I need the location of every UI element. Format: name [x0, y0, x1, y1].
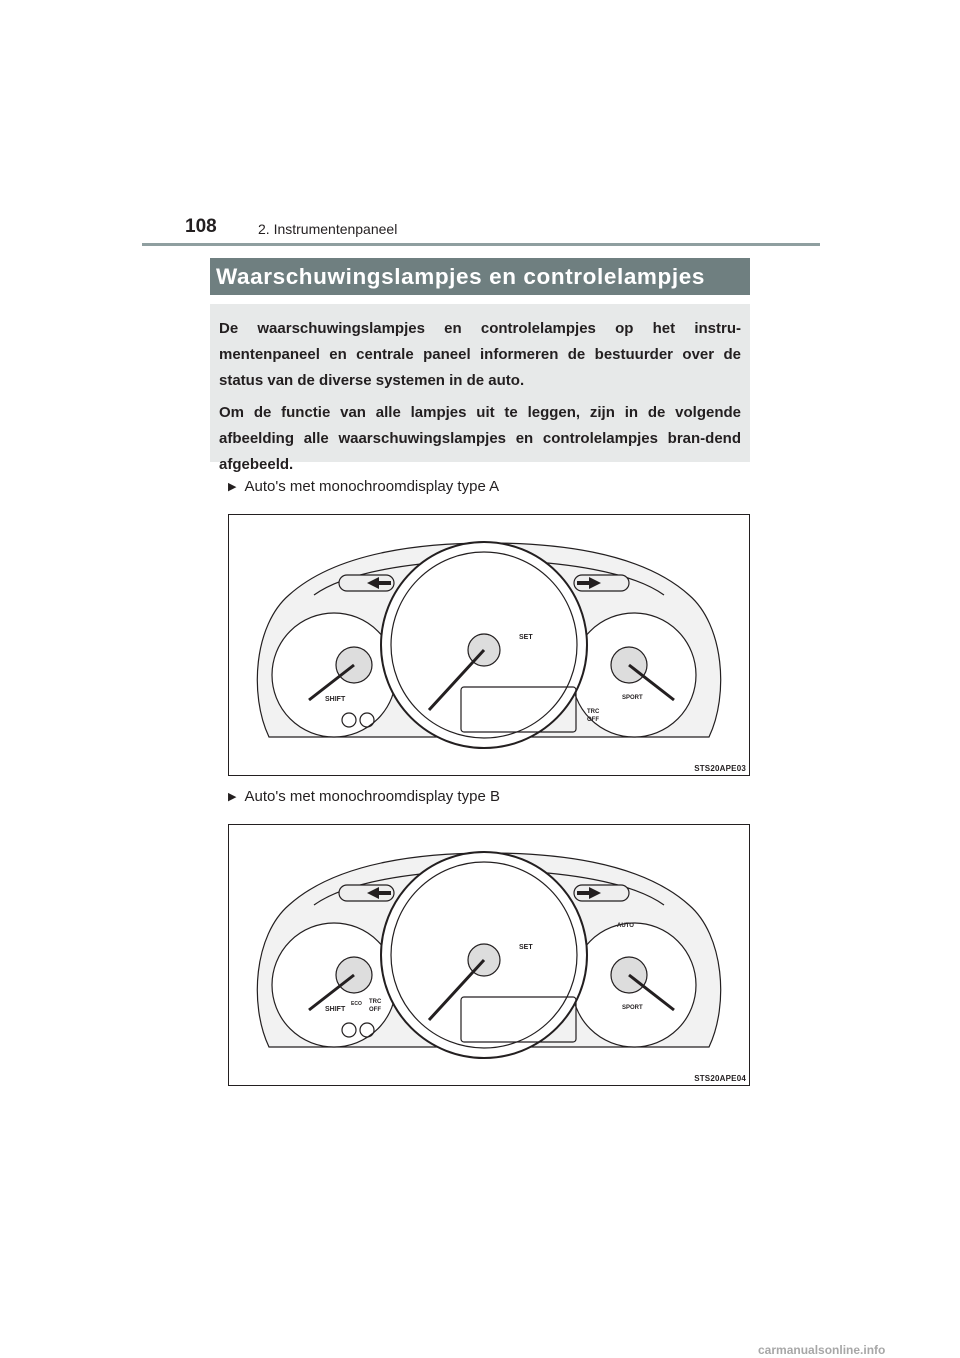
cluster-b-illustration: [229, 825, 749, 1085]
header-divider: [142, 243, 820, 246]
shift-label-a: SHIFT: [325, 696, 346, 703]
figure-a-code: STS20APE03: [694, 764, 746, 773]
caption-triangle-icon: ▶: [228, 791, 237, 803]
intro-paragraph-2: Om de functie van alle lampjes uit te leggen, zijn in de volgende afbeelding alle waarschuwingslampjes en controlelampjes bran-dend afgebeeld.: [219, 404, 741, 473]
figure-a-caption: Auto's met monochroomdisplay type A: [244, 478, 500, 495]
figure-b-caption: Auto's met monochroomdisplay type B: [244, 788, 500, 805]
auto-label-b: AUTO: [617, 923, 634, 929]
trc-label-b: TRC: [369, 999, 382, 1005]
intro-paragraph-1: De waarschuwingslampjes en controlelampjes op het instru-mentenpaneel en centrale paneel informeren de bestuurder over de status van de diverse systemen in de auto.: [219, 320, 741, 389]
sport-label-a: SPORT: [622, 695, 643, 701]
caption-triangle-icon: ▶: [228, 481, 237, 493]
intro-box: [210, 304, 750, 473]
page-number: 108: [185, 216, 217, 237]
figure-b-caption-row: [228, 788, 500, 805]
off-label-a: OFF: [587, 717, 599, 723]
heading-title: Waarschuwingslampjes en controlelampjes: [210, 258, 750, 295]
eco-label-b: ECO: [351, 1001, 362, 1007]
figure-b-code: STS20APE04: [694, 1074, 746, 1083]
watermark: carmanualsonline.info: [758, 1343, 886, 1357]
cluster-a-illustration: [229, 515, 749, 775]
figure-a: [228, 514, 750, 776]
sport-label-b: SPORT: [622, 1005, 643, 1011]
figure-a-caption-row: [228, 478, 499, 495]
section-title: 2. Instrumentenpaneel: [258, 221, 398, 237]
figure-b: [228, 824, 750, 1086]
trc-label-a: TRC: [587, 709, 600, 715]
shift-label-b: SHIFT: [325, 1006, 346, 1013]
off-label-b: OFF: [369, 1007, 381, 1013]
set-label-b: SET: [519, 944, 533, 951]
set-label-a: SET: [519, 634, 533, 641]
